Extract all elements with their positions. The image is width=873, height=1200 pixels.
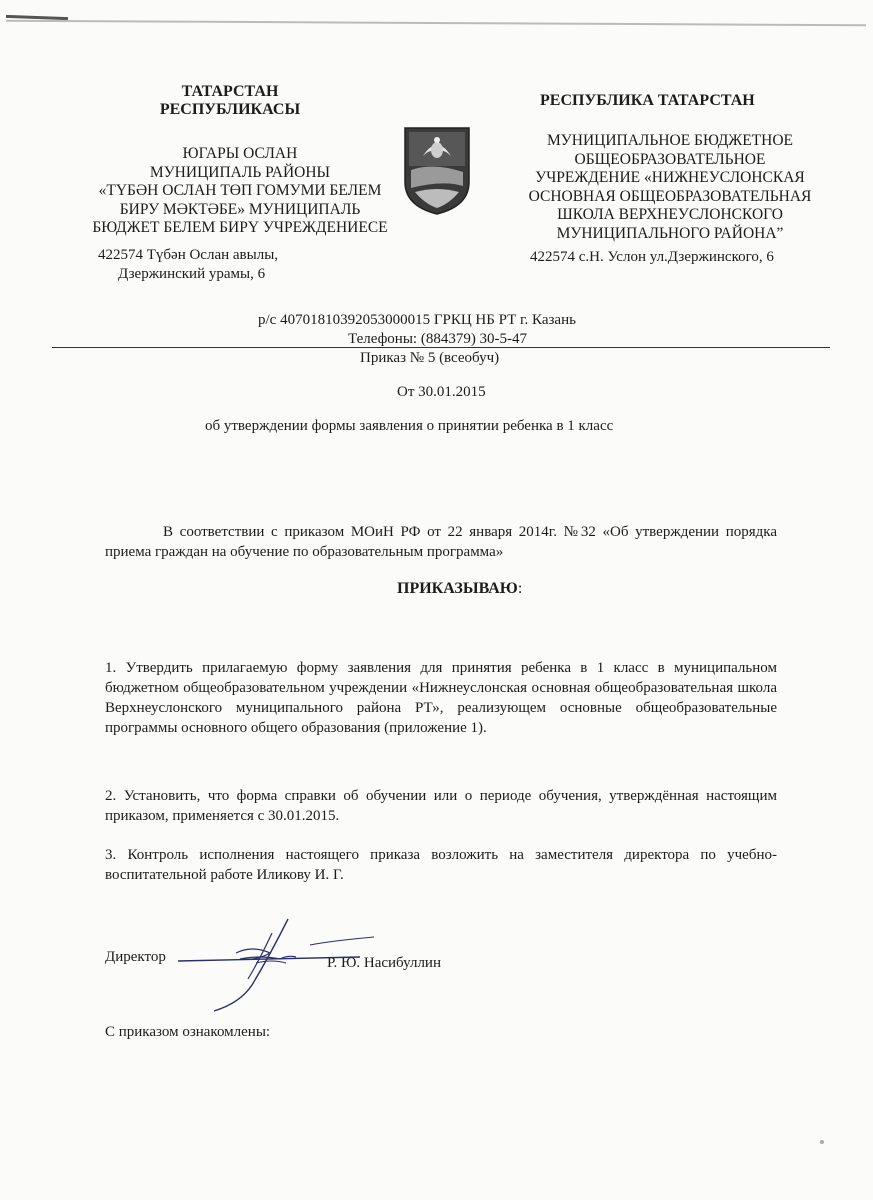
director-role: Директор <box>105 949 166 965</box>
tatar-address <box>98 246 278 284</box>
order-item: 1. Утвердить прилагаемую форму заявления для принятия ребенка в 1 класс в муниципальном бюджетном общеобразовательном учреждении «Нижнеуслонская основная общеобразовательная школа Верхнеуслонского муниципального района РТ», реализующем основные общеобразовательные программы основного общего образования (приложение 1). <box>105 660 777 736</box>
tatar-org-line: МУНИЦИПАЛЬ РАЙОНЫ <box>149 163 331 181</box>
order-subject: об утверждении формы заявления о принятии ребенка в 1 класс <box>205 418 614 434</box>
russian-org-line: МУНИЦИПАЛЬНОЕ БЮДЖЕТНОЕ <box>547 132 793 149</box>
tatar-org-line: БИРУ МӘКТӘБЕ» МУНИЦИПАЛЬ <box>119 200 361 218</box>
acknowledgement-label: С приказом ознакомлены: <box>105 1024 271 1040</box>
tatar-org-line: «ТҮБӘН ОСЛАН ТӨП ГОМУМИ БЕЛЕМ <box>98 182 382 200</box>
director-name: Р. Ю. Насибуллин <box>327 955 441 971</box>
decree-colon: : <box>517 580 523 597</box>
phone-numbers: Телефоны: (884379) 30-5-47 <box>348 331 528 347</box>
header-divider <box>52 347 830 348</box>
tatar-title-line: РЕСПУБЛИКАСЫ <box>159 101 301 118</box>
tatar-republic-title <box>100 83 360 119</box>
tatar-org-name <box>60 145 420 238</box>
scan-dust-speck <box>820 1140 824 1144</box>
coat-of-arms-icon <box>403 126 471 216</box>
bank-account: р/с 40701810392053000015 ГРКЦ НБ РТ г. Казань <box>258 312 576 328</box>
tatar-org-line: БЮДЖЕТ БЕЛЕМ БИРҮ УЧРЕЖДЕНИЕСЕ <box>92 219 388 237</box>
russian-org-line: УЧРЕЖДЕНИЕ «НИЖНЕУСЛОНСКАЯ <box>535 169 805 187</box>
tatar-org-line: ЮГАРЫ ОСЛАН <box>182 145 298 162</box>
tatar-address-line: Дзержинский урамы, 6 <box>118 266 266 282</box>
russian-org-line: ОБЩЕОБРАЗОВАТЕЛЬНОЕ <box>574 150 766 168</box>
russian-org-line: ШКОЛА ВЕРХНЕУСЛОНСКОГО <box>557 206 783 224</box>
decree-word: ПРИКАЗЫВАЮ <box>397 580 518 597</box>
tatar-address-line: 422574 Түбән Ослан авылы, <box>98 247 279 263</box>
order-number: Приказ № 5 (всеобуч) <box>360 350 500 366</box>
order-item: 2. Установить, что форма справки об обучении или о периоде обучения, утверждённая настоящим приказом, применяется с 30.01.2015. <box>105 788 777 824</box>
russian-org-line: МУНИЦИПАЛЬНОГО РАЙОНА” <box>556 224 784 242</box>
russian-org-name <box>505 132 835 244</box>
order-item: 3. Контроль исполнения настоящего приказа возложить на заместителя директора по учебно-воспитательной работе Иликову И. Г. <box>105 847 777 883</box>
tatar-title-line: ТАТАРСТАН <box>181 83 279 100</box>
russian-republic-title: РЕСПУБЛИКА ТАТАРСТАН <box>540 92 755 109</box>
intro-paragraph: В соответствии с приказом МОиН РФ от 22 января 2014г. №32 «Об утверждении порядка приема граждан на обучение по образовательным программа» <box>105 524 777 560</box>
order-date: От 30.01.2015 <box>397 384 486 400</box>
russian-address: 422574 с.Н. Услон ул.Дзержинского, 6 <box>530 249 774 265</box>
decree-heading <box>397 580 522 598</box>
russian-org-line: ОСНОВНАЯ ОБЩЕОБРАЗОВАТЕЛЬНАЯ <box>528 187 812 205</box>
scan-artifact-edge <box>6 20 866 27</box>
